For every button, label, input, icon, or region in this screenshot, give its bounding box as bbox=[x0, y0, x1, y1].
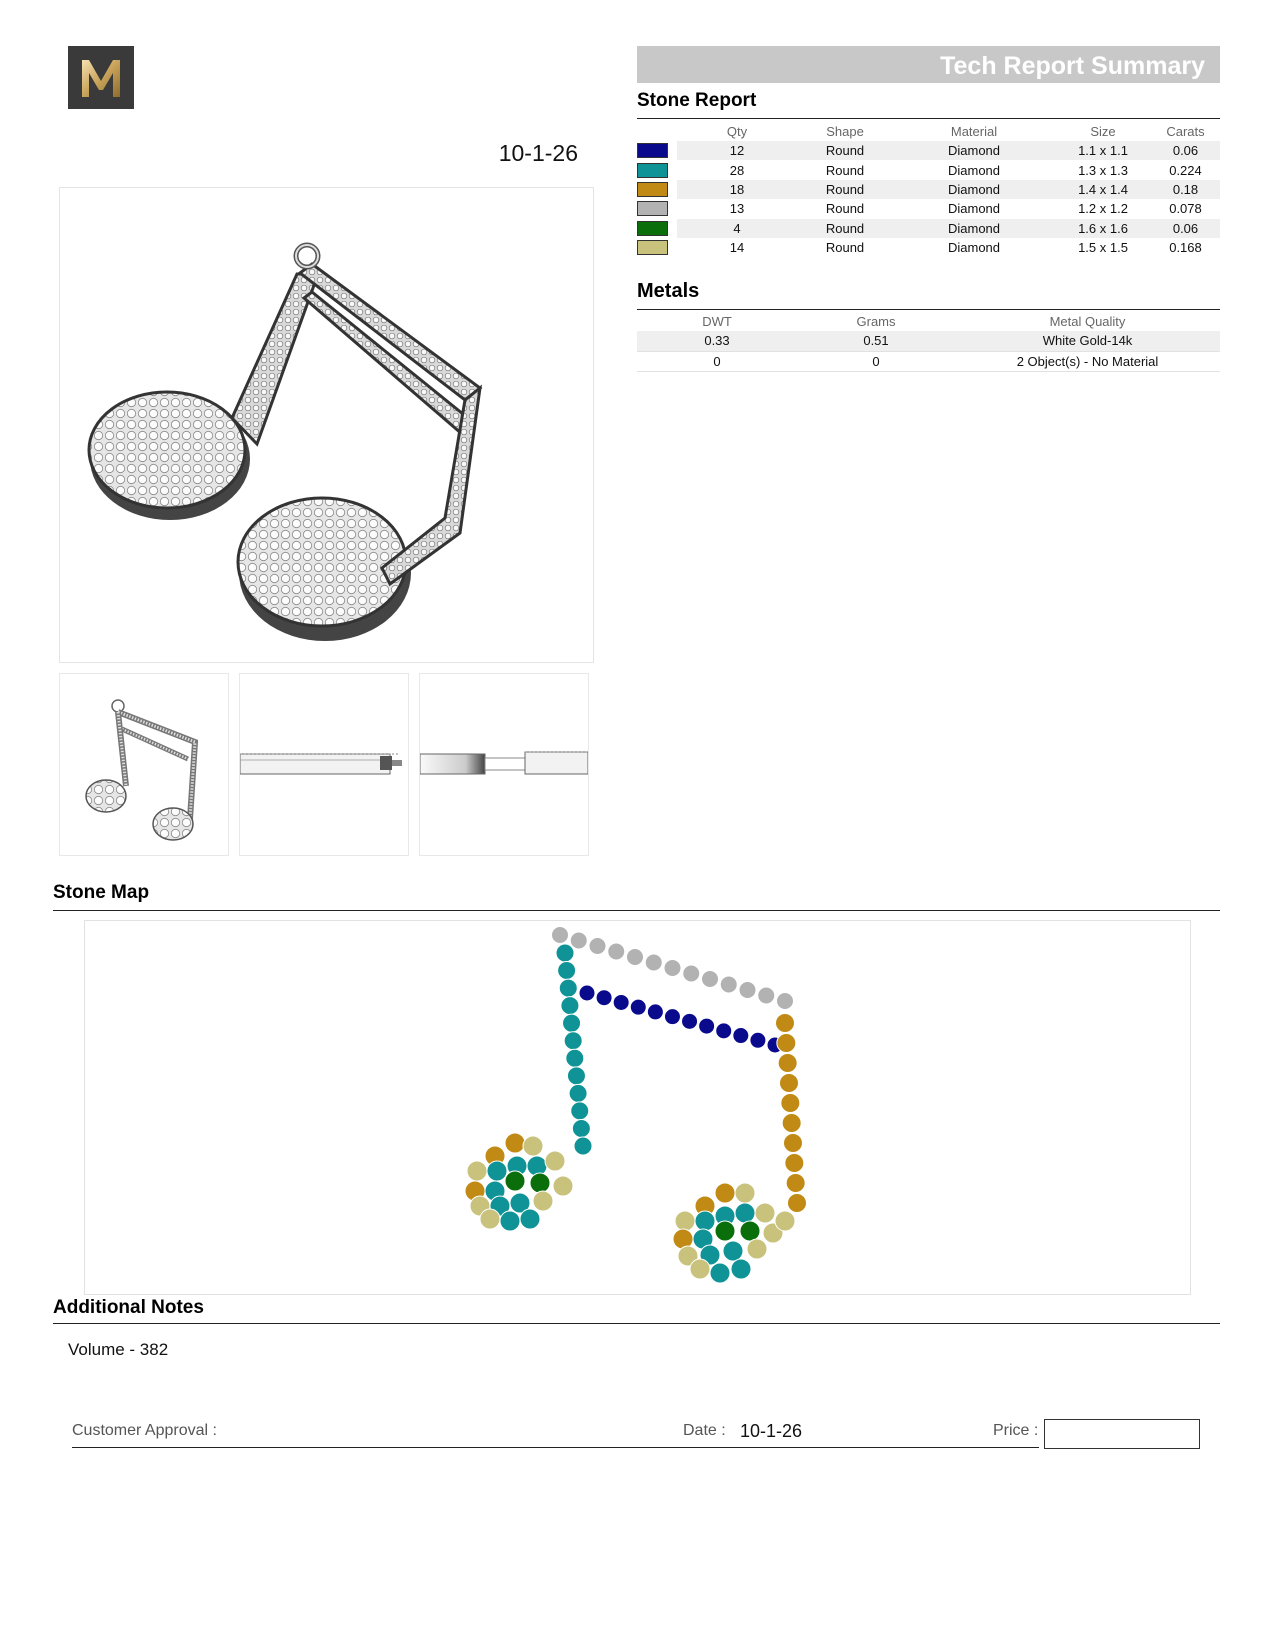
stone-marker bbox=[645, 954, 662, 971]
metal-dwt: 0.33 bbox=[637, 331, 797, 351]
stone-shape: Round bbox=[797, 219, 893, 238]
metals-rule bbox=[637, 309, 1220, 310]
stone-marker bbox=[723, 1241, 743, 1261]
stone-marker bbox=[716, 1023, 732, 1039]
stone-marker bbox=[731, 1259, 751, 1279]
stone-qty: 18 bbox=[677, 180, 797, 199]
thumbnail-side-view[interactable] bbox=[239, 673, 409, 856]
notes-volume: Volume - 382 bbox=[68, 1340, 169, 1359]
metals-title: Metals bbox=[637, 280, 700, 302]
stone-marker bbox=[758, 987, 775, 1004]
thumbnail-front-render bbox=[60, 674, 228, 855]
color-swatch bbox=[637, 163, 668, 178]
column-header-metal-quality: Metal Quality bbox=[1049, 314, 1126, 329]
stone-marker bbox=[558, 962, 576, 980]
stone-marker bbox=[553, 1176, 573, 1196]
stone-marker bbox=[788, 1194, 807, 1213]
color-swatch bbox=[637, 221, 668, 236]
stone-map-panel bbox=[84, 920, 1191, 1295]
stone-color-swatch bbox=[637, 238, 677, 257]
stone-marker bbox=[664, 960, 681, 977]
stone-marker bbox=[777, 993, 794, 1010]
stone-marker bbox=[467, 1161, 487, 1181]
stone-color-swatch bbox=[637, 219, 677, 238]
stone-color-swatch bbox=[637, 141, 677, 160]
stone-shape: Round bbox=[825, 162, 865, 178]
stone-marker bbox=[782, 1114, 801, 1133]
stone-material: Diamond bbox=[893, 180, 1055, 199]
stone-marker bbox=[720, 976, 737, 993]
stone-marker bbox=[480, 1209, 500, 1229]
metals-table bbox=[637, 312, 1220, 372]
stone-color-swatch bbox=[637, 180, 677, 199]
price-label: Price : bbox=[993, 1422, 1039, 1439]
table-row bbox=[637, 180, 1220, 199]
table-row bbox=[637, 219, 1220, 238]
stone-marker bbox=[608, 943, 625, 960]
stone-qty: 28 bbox=[729, 162, 745, 178]
stone-marker bbox=[520, 1209, 540, 1229]
stone-marker bbox=[647, 1004, 663, 1020]
additional-notes-rule bbox=[53, 1323, 1220, 1324]
stone-marker bbox=[735, 1203, 755, 1223]
main-render-view bbox=[59, 187, 594, 663]
stone-marker bbox=[630, 999, 646, 1015]
stone-marker bbox=[589, 938, 606, 955]
stone-qty: 13 bbox=[729, 201, 745, 217]
stone-qty: 12 bbox=[677, 141, 797, 160]
stone-marker bbox=[564, 1032, 582, 1050]
metals-table-header bbox=[637, 312, 1220, 331]
stone-marker bbox=[715, 1183, 735, 1203]
column-header-grams: Grams bbox=[856, 314, 896, 329]
stone-size: 1.3 x 1.3 bbox=[1078, 162, 1128, 178]
swatch-column-header bbox=[637, 122, 677, 141]
stone-marker bbox=[781, 1094, 800, 1113]
stone-marker bbox=[683, 965, 700, 982]
color-swatch bbox=[637, 201, 668, 216]
stone-report-rule bbox=[637, 118, 1220, 119]
stone-qty: 4 bbox=[677, 219, 797, 238]
stone-marker bbox=[487, 1161, 507, 1181]
column-header-shape: Shape bbox=[826, 124, 864, 139]
stone-map-title: Stone Map bbox=[53, 882, 150, 903]
additional-notes-title: Additional Notes bbox=[53, 1297, 204, 1318]
stone-marker bbox=[572, 1119, 590, 1137]
table-row bbox=[637, 141, 1220, 160]
stone-marker bbox=[579, 985, 595, 1001]
stone-shape: Round bbox=[797, 141, 893, 160]
metal-dwt: 0 bbox=[637, 351, 797, 372]
stone-material: Diamond bbox=[893, 219, 1055, 238]
stone-material: Diamond bbox=[947, 201, 1001, 217]
approval-signature-line bbox=[72, 1447, 1039, 1448]
color-swatch bbox=[637, 143, 668, 158]
thumbnail-end-view[interactable] bbox=[419, 673, 589, 856]
stone-marker bbox=[747, 1239, 767, 1259]
company-logo bbox=[68, 46, 134, 109]
stone-marker bbox=[505, 1133, 525, 1153]
stone-marker bbox=[735, 1183, 755, 1203]
stone-marker bbox=[567, 1067, 585, 1085]
stone-marker bbox=[570, 932, 587, 949]
stone-marker bbox=[596, 990, 612, 1006]
stone-marker bbox=[715, 1221, 735, 1241]
stone-marker bbox=[574, 1137, 592, 1155]
table-row bbox=[637, 331, 1220, 351]
music-note-pendant-render bbox=[60, 188, 593, 662]
stone-marker bbox=[775, 1211, 795, 1231]
report-title-bar: Tech Report Summary bbox=[637, 46, 1220, 83]
stone-material: Diamond bbox=[947, 162, 1001, 178]
stone-marker bbox=[563, 1014, 581, 1032]
color-swatch bbox=[637, 182, 668, 197]
stone-marker bbox=[533, 1191, 553, 1211]
metal-quality: 2 Object(s) - No Material bbox=[955, 351, 1220, 372]
metal-grams: 0 bbox=[797, 351, 955, 372]
stone-material: Diamond bbox=[947, 240, 1001, 256]
price-input-box[interactable] bbox=[1044, 1419, 1200, 1449]
stone-marker bbox=[702, 971, 719, 988]
table-row bbox=[637, 199, 1220, 218]
stone-carats: 0.224 bbox=[1169, 162, 1202, 178]
stone-size: 1.2 x 1.2 bbox=[1078, 201, 1128, 217]
stone-marker bbox=[755, 1203, 775, 1223]
column-header-carats: Carats bbox=[1166, 124, 1205, 139]
date-label: Date : bbox=[683, 1422, 726, 1439]
stone-report-title: Stone Report bbox=[637, 90, 757, 111]
stone-map-diagram bbox=[85, 921, 1190, 1294]
stone-marker bbox=[566, 1049, 584, 1067]
color-swatch bbox=[637, 240, 668, 255]
stone-marker bbox=[695, 1211, 715, 1231]
metal-quality: White Gold-14k bbox=[955, 331, 1220, 351]
stone-marker bbox=[777, 1034, 796, 1053]
table-row bbox=[637, 238, 1220, 257]
stone-marker bbox=[739, 982, 756, 999]
stone-shape: Round bbox=[825, 201, 865, 217]
stone-color-swatch bbox=[637, 160, 677, 179]
drawing-date: 10-1-26 bbox=[498, 140, 578, 166]
stone-marker bbox=[778, 1054, 797, 1073]
table-row bbox=[637, 351, 1220, 372]
stone-marker bbox=[690, 1259, 710, 1279]
stone-carats: 0.078 bbox=[1169, 201, 1202, 217]
stone-color-swatch bbox=[637, 199, 677, 218]
stone-marker bbox=[733, 1028, 749, 1044]
stone-map-rule bbox=[53, 910, 1220, 911]
stone-marker bbox=[776, 1014, 795, 1033]
stone-marker bbox=[556, 944, 574, 962]
stone-marker bbox=[750, 1032, 766, 1048]
stone-marker bbox=[664, 1009, 680, 1025]
stone-marker bbox=[500, 1211, 520, 1231]
metal-grams: 0.51 bbox=[797, 331, 955, 351]
thumbnail-end-render bbox=[420, 674, 588, 855]
stone-marker bbox=[682, 1013, 698, 1029]
stone-marker bbox=[545, 1151, 565, 1171]
stone-marker bbox=[613, 994, 629, 1010]
stone-marker bbox=[699, 1018, 715, 1034]
stone-marker bbox=[559, 979, 577, 997]
stone-marker bbox=[784, 1134, 803, 1153]
stone-marker bbox=[561, 997, 579, 1015]
table-row bbox=[637, 160, 1220, 179]
stone-carats: 0.168 bbox=[1169, 240, 1202, 256]
stone-size: 1.6 x 1.6 bbox=[1055, 219, 1151, 238]
stone-marker bbox=[675, 1211, 695, 1231]
customer-approval-label: Customer Approval : bbox=[72, 1422, 217, 1439]
column-header-dwt: DWT bbox=[702, 314, 732, 329]
column-header-material: Material bbox=[950, 124, 998, 139]
stone-size: 1.1 x 1.1 bbox=[1055, 141, 1151, 160]
stone-shape: Round bbox=[825, 240, 865, 256]
stone-size: 1.4 x 1.4 bbox=[1055, 180, 1151, 199]
stone-marker bbox=[530, 1173, 550, 1193]
stone-marker bbox=[785, 1154, 804, 1173]
stone-carats: 0.18 bbox=[1151, 180, 1220, 199]
stone-material: Diamond bbox=[893, 141, 1055, 160]
stone-marker bbox=[786, 1174, 805, 1193]
stone-table-header bbox=[637, 122, 1220, 141]
stone-qty: 14 bbox=[729, 240, 745, 256]
stone-marker bbox=[710, 1263, 730, 1283]
column-header-size: Size bbox=[1090, 124, 1116, 139]
stone-report-table bbox=[637, 122, 1220, 257]
thumbnail-side-render bbox=[240, 674, 408, 855]
thumbnail-front-view[interactable] bbox=[59, 673, 229, 856]
stone-marker bbox=[523, 1136, 543, 1156]
column-header-qty: Qty bbox=[726, 124, 748, 139]
stone-marker bbox=[571, 1102, 589, 1120]
stone-carats: 0.06 bbox=[1151, 219, 1220, 238]
stone-size: 1.5 x 1.5 bbox=[1078, 240, 1128, 256]
stone-marker bbox=[780, 1074, 799, 1093]
stone-marker bbox=[505, 1171, 525, 1191]
stone-carats: 0.06 bbox=[1151, 141, 1220, 160]
approval-date-value: 10-1-26 bbox=[740, 1421, 803, 1441]
stone-shape: Round bbox=[797, 180, 893, 199]
stone-marker bbox=[627, 949, 644, 966]
stone-marker bbox=[569, 1084, 587, 1102]
stone-marker bbox=[552, 927, 569, 944]
logo-m-mark bbox=[78, 57, 124, 99]
stone-marker bbox=[740, 1221, 760, 1241]
